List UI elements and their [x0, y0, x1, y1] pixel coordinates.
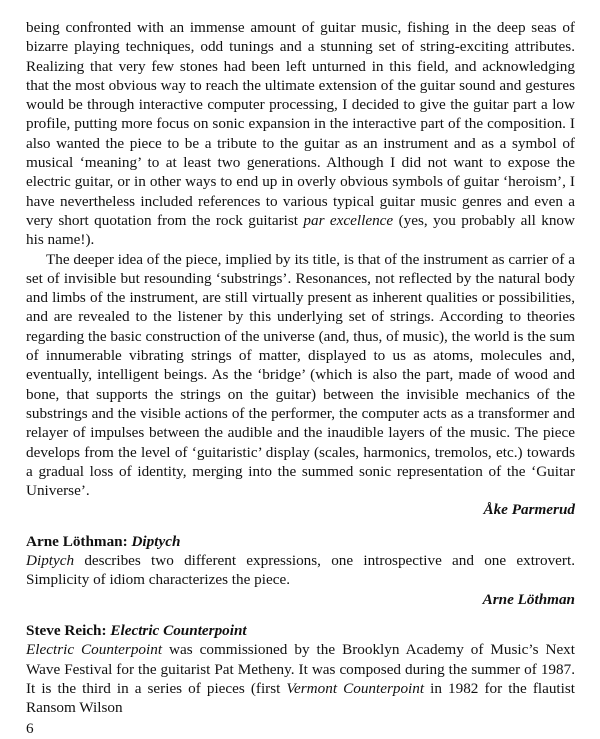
paragraph-guitar-tribute: being confronted with an immense amount of guitar music, fishing in the deep seas of bizarre playing techniques, odd tunings and a stunning set of string-exciting attributes. Realizing that very few stones had been left unturned in this field, and acknowledging that the most obvious way to reach the ultimate extension of the guitar sound and gestures would be through interactive computer processing, I decided to give the guitar part a low profile, putting more focus on sonic expansion in the interactive part of the composition. I also wanted the piece to be a tribute to the guitar as an instrument and as a symbol of musical ‘meaning’ to at least two generations. Although I did not want to expose the electric guitar, or in other ways to end up in overly obvious symbols of guitar ‘heroism’, I have nevertheless included references to various typical guitar music genres and even a very short quotation from the rock guitarist par excellence (yes, you probably all know his name!).: [26, 19, 575, 249]
section-heading-electric-counterpoint: Steve Reich: Electric Counterpoint: [26, 621, 247, 639]
paragraph-electric-counterpoint: Electric Counterpoint was commissioned by the Brooklyn Academy of Music’s Next Wave Festival for the guitarist Pat Metheny. It was composed during the summer of 1987. It is the third in a series of pieces (first Vermont Counterpoint in 1982 for the flautist Ransom Wilson: [26, 641, 576, 717]
italic-phrase: par excellence: [303, 211, 394, 229]
page-number: 6: [26, 720, 34, 738]
paragraph-diptych: Diptych describes two different expressions, one introspective and one extrovert. Simplicity of idiom characterizes the piece.: [26, 552, 575, 589]
section-heading-diptych: Arne Löthman: Diptych: [26, 532, 181, 550]
signature-parmerud: Åke Parmerud: [483, 501, 575, 519]
document-page: [26, 18, 575, 739]
signature-lothman: Arne Löthman: [482, 590, 575, 608]
paragraph-substrings: The deeper idea of the piece, implied by its title, is that of the instrument as carrier of a set of invisible but resounding ‘substrings’. Resonances, not reflected by the natural body and limbs of the instrument, are still virtually present as inherent qualities or possibilities, and are revealed to the listener by this underlying set of strings. According to theories regarding the basic construction of the universe (and, thus, of music), the world is the sum of innumerable vibrating strings of matter, displayed to us as atoms, molecules and, eventually, intelligent beings. As the ‘bridge’ (which is also the part, made of wood and bone, that supports the strings on the guitar) between the invisible mechanics of the substrings and the visible actions of the performer, the computer acts as a transformer and relayer of impulses between the audible and the inaudible layers of the music. The piece develops from the level of ‘guitaristic’ display (scales, harmonics, tremolos, etc.) towards a gradual loss of identity, merging into the summed sonic representation of the ‘Guitar Universe’.: [26, 250, 575, 500]
